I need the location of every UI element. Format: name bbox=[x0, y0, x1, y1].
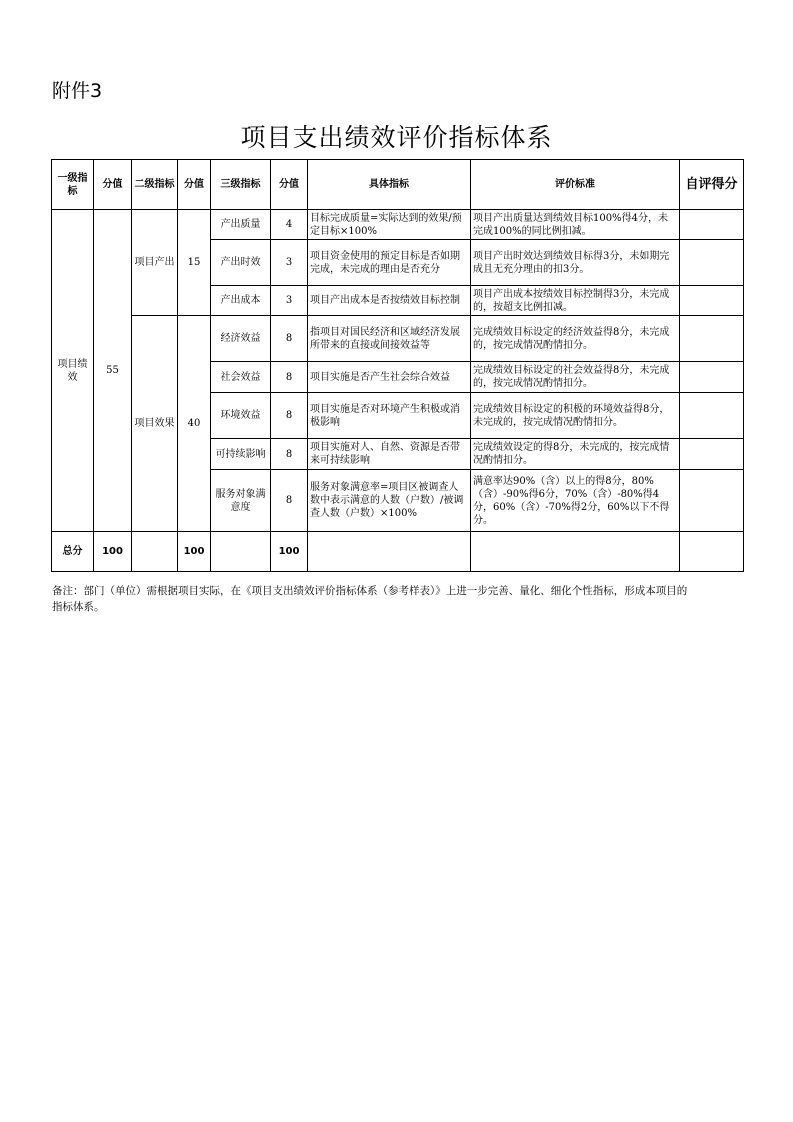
self-score-cell[interactable] bbox=[680, 470, 744, 532]
row-criteria: 项目产出成本按绩效目标控制得3分，未完成的，按超支比例扣减。 bbox=[471, 286, 680, 316]
header-score1: 分值 bbox=[94, 160, 132, 210]
row-name: 产出成本 bbox=[211, 286, 271, 316]
self-score-cell[interactable] bbox=[680, 316, 744, 362]
total-label: 总分 bbox=[52, 532, 94, 572]
row-criteria: 满意率达90%（含）以上的得8分，80%（含）-90%得6分，70%（含）-80%得4分，60%（含）-70%得2分，60%以下不得分。 bbox=[471, 470, 680, 532]
header-criteria: 评价标准 bbox=[471, 160, 680, 210]
row-criteria: 完成绩效目标设定的积极的环境效益得8分，未完成的，按完成情况酌情扣分。 bbox=[471, 393, 680, 439]
attachment-label: 附件3 bbox=[52, 80, 103, 102]
header-level2: 二级指标 bbox=[132, 160, 178, 210]
level1-name: 项目绩效 bbox=[52, 210, 94, 532]
group-score: 15 bbox=[178, 210, 211, 316]
group-name: 项目效果 bbox=[132, 316, 178, 532]
header-score2: 分值 bbox=[178, 160, 211, 210]
row-score: 8 bbox=[271, 362, 308, 393]
header-level1: 一级指标 bbox=[52, 160, 94, 210]
table-row bbox=[52, 316, 744, 362]
row-criteria: 项目产出时效达到绩效目标得3分，未如期完成且无充分理由的扣3分。 bbox=[471, 240, 680, 286]
row-criteria: 完成绩效目标设定的经济效益得8分，未完成的，按完成情况酌情扣分。 bbox=[471, 316, 680, 362]
header-specific: 具体指标 bbox=[308, 160, 471, 210]
total-score3: 100 bbox=[271, 532, 308, 572]
table-row bbox=[52, 210, 744, 240]
row-name: 社会效益 bbox=[211, 362, 271, 393]
total-score2: 100 bbox=[178, 532, 211, 572]
total-row bbox=[52, 532, 744, 572]
row-score: 8 bbox=[271, 316, 308, 362]
group-name: 项目产出 bbox=[132, 210, 178, 316]
row-specific: 项目资金使用的预定目标是否如期完成，未完成的理由是否充分 bbox=[308, 240, 471, 286]
row-score: 4 bbox=[271, 210, 308, 240]
self-score-cell[interactable] bbox=[680, 240, 744, 286]
row-name: 产出质量 bbox=[211, 210, 271, 240]
header-level3: 三级指标 bbox=[211, 160, 271, 210]
self-score-cell[interactable] bbox=[680, 286, 744, 316]
row-specific: 项目实施对人、自然、资源是否带来可持续影响 bbox=[308, 439, 471, 470]
document-title: 项目支出绩效评价指标体系 bbox=[240, 123, 553, 152]
empty-cell bbox=[211, 532, 271, 572]
row-score: 8 bbox=[271, 439, 308, 470]
row-name: 产出时效 bbox=[211, 240, 271, 286]
empty-cell bbox=[132, 532, 178, 572]
group-score: 40 bbox=[178, 316, 211, 532]
header-self-score: 自评得分 bbox=[680, 160, 744, 210]
row-specific: 指项目对国民经济和区域经济发展所带来的直接或间接效益等 bbox=[308, 316, 471, 362]
row-score: 3 bbox=[271, 286, 308, 316]
row-specific: 服务对象满意率=项目区被调查人数中表示满意的人数（户数）/被调查人数（户数）×100% bbox=[308, 470, 471, 532]
row-specific: 项目实施是否对环境产生积极或消极影响 bbox=[308, 393, 471, 439]
footnote: 备注：部门（单位）需根据项目实际，在《项目支出绩效评价指标体系（参考样表）》上进一步完善、量化、细化个性指标，形成本项目的指标体系。 bbox=[52, 585, 688, 613]
row-name: 环境效益 bbox=[211, 393, 271, 439]
empty-cell bbox=[471, 532, 680, 572]
row-criteria: 完成绩效目标设定的社会效益得8分，未完成的，按完成情况酌情扣分。 bbox=[471, 362, 680, 393]
row-score: 3 bbox=[271, 240, 308, 286]
row-criteria: 完成绩效设定的得8分，未完成的，按完成情况酌情扣分。 bbox=[471, 439, 680, 470]
table-header-row bbox=[52, 160, 744, 210]
total-self-score-cell[interactable] bbox=[680, 532, 744, 572]
row-specific: 目标完成质量=实际达到的效果/预定目标×100% bbox=[308, 210, 471, 240]
row-criteria: 项目产出质量达到绩效目标100%得4分，未完成100%的同比例扣减。 bbox=[471, 210, 680, 240]
row-specific: 项目实施是否产生社会综合效益 bbox=[308, 362, 471, 393]
row-name: 服务对象满意度 bbox=[211, 470, 271, 532]
row-specific: 项目产出成本是否按绩效目标控制 bbox=[308, 286, 471, 316]
row-name: 经济效益 bbox=[211, 316, 271, 362]
self-score-cell[interactable] bbox=[680, 362, 744, 393]
self-score-cell[interactable] bbox=[680, 439, 744, 470]
row-score: 8 bbox=[271, 393, 308, 439]
indicator-table bbox=[51, 159, 744, 572]
total-score1: 100 bbox=[94, 532, 132, 572]
row-name: 可持续影响 bbox=[211, 439, 271, 470]
self-score-cell[interactable] bbox=[680, 210, 744, 240]
empty-cell bbox=[308, 532, 471, 572]
self-score-cell[interactable] bbox=[680, 393, 744, 439]
row-score: 8 bbox=[271, 470, 308, 532]
level1-score: 55 bbox=[94, 210, 132, 532]
header-score3: 分值 bbox=[271, 160, 308, 210]
